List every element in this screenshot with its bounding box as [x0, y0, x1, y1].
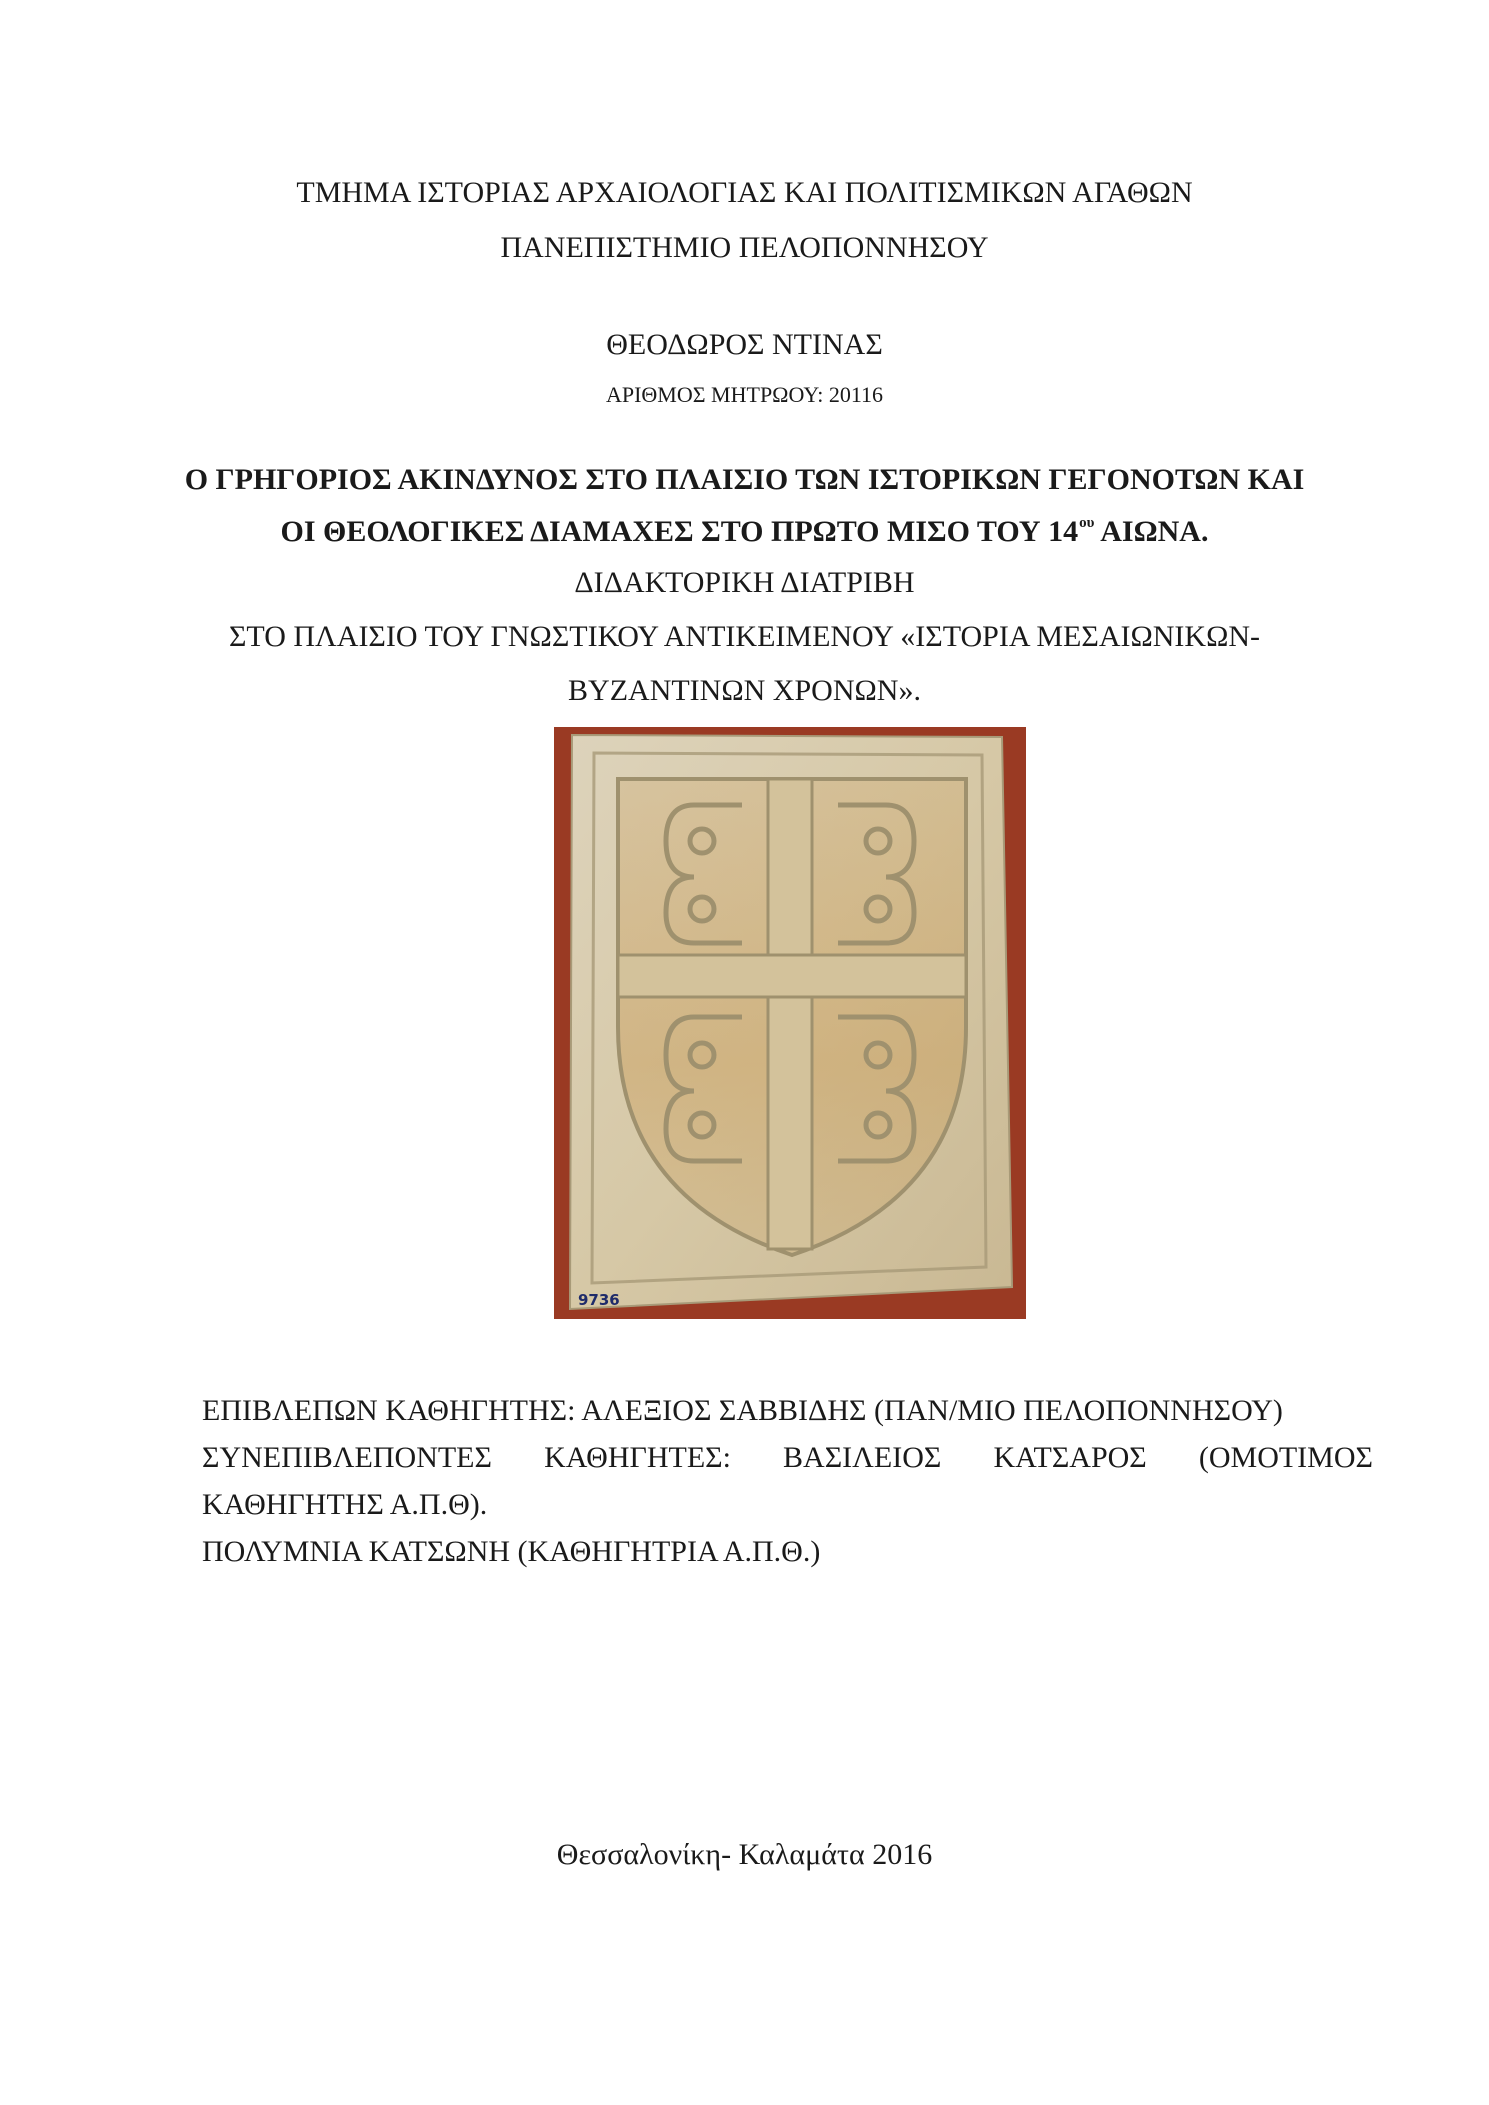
- co-supervisors-line-1: [202, 1441, 1373, 1475]
- thesis-title-line-2: [0, 515, 1489, 549]
- co-supervisors-word-2: ΚΑΘΗΓΗΤΕΣ:: [544, 1441, 731, 1474]
- cross-vertical-bar: [768, 779, 812, 1249]
- author-name: ΘΕΟΔΩΡΟΣ ΝΤΙΝΑΣ: [606, 328, 883, 361]
- thesis-subject-line-2: ΒΥΖΑΝΤΙΝΩΝ ΧΡΟΝΩΝ».: [568, 674, 921, 707]
- co-supervisors-word-3: ΒΑΣΙΛΕΙΟΣ: [783, 1441, 942, 1474]
- place-and-date: Θεσσαλονίκη- Καλαμάτα 2016: [556, 1838, 933, 1871]
- registration-number: ΑΡΙΘΜΟΣ ΜΗΤΡΩΟΥ: 20116: [605, 382, 884, 407]
- co-supervisors-line-3: ΠΟΛΥΜΝΙΑ ΚΑΤΣΩΝΗ (ΚΑΘΗΓΗΤΡΙΑ Α.Π.Θ.): [202, 1535, 821, 1568]
- cross-horizontal-bar: [618, 955, 966, 997]
- co-supervisors-word-4: ΚΑΤΣΑΡΟΣ: [993, 1441, 1147, 1474]
- co-supervisors-line-2: ΚΑΘΗΓΗΤΗΣ Α.Π.Θ).: [202, 1488, 488, 1521]
- catalog-mark: 9736: [578, 1291, 620, 1309]
- main-supervisor: ΕΠΙΒΛΕΠΩΝ ΚΑΘΗΓΗΤΗΣ: ΑΛΕΞΙΟΣ ΣΑΒΒΙΔΗΣ (ΠΑΝ/ΜΙΟ ΠΕΛΟΠΟΝΝΗΣΟΥ): [202, 1394, 1283, 1427]
- thesis-title-line-1: Ο ΓΡΗΓΟΡΙΟΣ ΑΚΙΝΔΥΝΟΣ ΣΤΟ ΠΛΑΙΣΙΟ ΤΩΝ ΙΣΤΟΡΙΚΩΝ ΓΕΓΟΝΟΤΩΝ ΚΑΙ: [184, 463, 1305, 496]
- thesis-title-line-2-main: ΟΙ ΘΕΟΛΟΓΙΚΕΣ ΔΙΑΜΑΧΕΣ ΣΤΟ ΠΡΩΤΟ ΜΙΣΟ ΤΟΥ 14: [280, 515, 1079, 548]
- ordinal-superscript: ου: [1079, 515, 1095, 531]
- thesis-subject-line-1: ΣΤΟ ΠΛΑΙΣΙΟ ΤΟΥ ΓΝΩΣΤΙΚΟΥ ΑΝΤΙΚΕΙΜΕΝΟΥ «ΙΣΤΟΡΙΑ ΜΕΣΑΙΩΝΙΚΩΝ-: [228, 620, 1261, 653]
- department-name: ΤΜΗΜΑ ΙΣΤΟΡΙΑΣ ΑΡΧΑΙΟΛΟΓΙΑΣ ΚΑΙ ΠΟΛΙΤΙΣΜΙΚΩΝ ΑΓΑΘΩΝ: [296, 176, 1193, 209]
- co-supervisors-word-5: (ΟΜΟΤΙΜΟΣ: [1198, 1441, 1373, 1474]
- co-supervisors-word-1: ΣΥΝΕΠΙΒΛΕΠΟΝΤΕΣ: [202, 1441, 492, 1474]
- thesis-title-line-2-end: ΑΙΩΝΑ.: [1094, 515, 1209, 548]
- university-name: ΠΑΝΕΠΙΣΤΗΜΙΟ ΠΕΛΟΠΟΝΝΗΣΟΥ: [500, 231, 989, 264]
- coat-of-arms-plaque-image: [554, 727, 1026, 1319]
- thesis-type: ΔΙΔΑΚΤΟΡΙΚΗ ΔΙΑΤΡΙΒΗ: [574, 566, 915, 599]
